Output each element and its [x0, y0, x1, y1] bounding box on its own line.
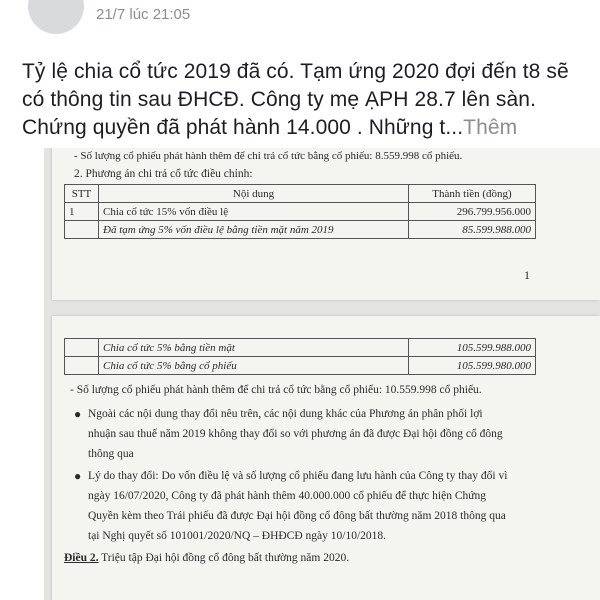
- avatar[interactable]: [28, 0, 84, 34]
- table-header: Thành tiền (đồng): [409, 185, 536, 203]
- bullet-icon: ●: [74, 469, 82, 483]
- doc-section-title: 2. Phương án chi trả cổ tức điều chỉnh:: [74, 168, 253, 180]
- table-cell: Chia cổ tức 5% bằng tiền mặt: [99, 339, 409, 357]
- see-more-link[interactable]: Thêm: [463, 116, 518, 139]
- bullet-text-line: Lý do thay đổi: Do vốn điều lệ và số lượng cổ phiếu đang lưu hành của Công ty thay đổi vì: [88, 470, 508, 482]
- table-cell: [65, 357, 99, 375]
- table-row: [65, 203, 536, 221]
- bullet-text-line: ngày 16/07/2020, Công ty đã phát hành thêm 40.000.000 cổ phiếu để thực hiện Chứng: [88, 490, 486, 502]
- post-text-line: [22, 114, 594, 142]
- bullet-text-line: thông qua: [88, 448, 134, 460]
- document-page-2: [52, 316, 600, 600]
- table-row: [65, 357, 536, 375]
- post-text-line: có thông tin sau ĐHCĐ. Công ty mẹ ẠPH 28.7 lên sàn.: [22, 88, 537, 111]
- table-cell: Chia cổ tức 15% vốn điều lệ: [99, 203, 409, 221]
- bullet-item: [74, 404, 588, 464]
- doc-share-count-line: - Số lượng cổ phiếu phát hành thêm để chi trả cổ tức bằng cổ phiếu: 8.559.998 cổ phiếu.: [74, 150, 463, 162]
- table-cell: 1: [65, 203, 99, 221]
- bullet-text-line: Quyền kèm theo Trái phiếu đã được Đại hội đồng cổ đông bất thường năm 2018 thông qua: [88, 510, 506, 522]
- document-page-1: [52, 148, 600, 300]
- article-line: [64, 552, 349, 564]
- table-cell: Đã tạm ứng 5% vốn điều lệ bằng tiền mặt năm 2019: [99, 221, 409, 239]
- table-cell: [65, 339, 99, 357]
- post-text-line: Tỷ lệ chia cổ tức 2019 đã có. Tạm ứng 2020 đợi đến t8 sẽ: [22, 60, 569, 83]
- table-row: [65, 221, 536, 239]
- doc-share-count-line: - Số lượng cổ phiếu phát hành thêm để chi trả cổ tức bằng cổ phiếu: 10.559.998 cổ phiếu.: [70, 384, 482, 396]
- bullet-item: [74, 466, 588, 546]
- dividend-table: [64, 184, 536, 239]
- post-text: [22, 58, 594, 142]
- table-cell: Chia cổ tức 5% bằng cổ phiếu: [99, 357, 409, 375]
- table-cell: [65, 221, 99, 239]
- bullet-text-line: nhuận sau thuế năm 2019 không thay đổi so với phương án đã được Đại hội đồng cổ đông: [88, 428, 503, 440]
- bullet-icon: ●: [74, 407, 82, 421]
- table-cell: 105.599.980.000: [409, 357, 536, 375]
- table-header: STT: [65, 185, 99, 203]
- article-label: Điều 2.: [64, 552, 99, 564]
- post-timestamp[interactable]: 21/7 lúc 21:05: [96, 6, 191, 23]
- table-cell: 296.799.956.000: [409, 203, 536, 221]
- bullet-text-line: tại Nghị quyết số 101001/2020/NQ – ĐHĐCĐ ngày 10/10/2018.: [88, 530, 387, 542]
- page-number: 1: [524, 268, 530, 282]
- post-photo[interactable]: [44, 148, 600, 600]
- table-row: [65, 339, 536, 357]
- dividend-table-continued: [64, 338, 536, 375]
- table-header: Nội dung: [99, 185, 409, 203]
- table-header-row: [65, 185, 536, 203]
- article-text: Triệu tập Đại hội đồng cổ đông bất thường năm 2020.: [98, 552, 350, 564]
- post-text-truncated: Chứng quyền đã phát hành 14.000 . Những t...: [22, 116, 464, 139]
- table-cell: 105.599.988.000: [409, 339, 536, 357]
- bullet-text-line: Ngoài các nội dung thay đổi nêu trên, các nội dung khác của Phương án phân phối lợi: [88, 408, 483, 420]
- table-cell: 85.599.988.000: [409, 221, 536, 239]
